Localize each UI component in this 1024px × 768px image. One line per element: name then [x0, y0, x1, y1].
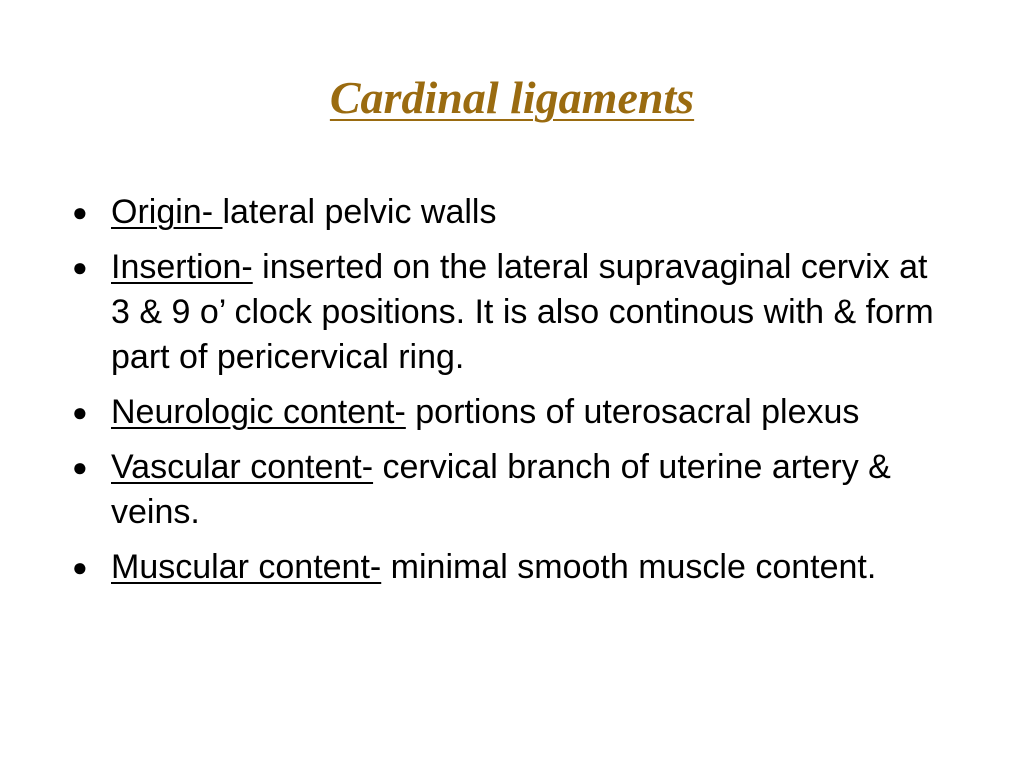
bullet-text: cervical branch of uterine artery & veins. [111, 448, 891, 531]
bullet-muscular-content [72, 545, 952, 590]
slide-title: Cardinal ligaments [329, 72, 695, 123]
bullet-vascular-content [72, 445, 952, 535]
bullet-icon: ● [72, 552, 88, 582]
bullet-text: portions of uterosacral plexus [405, 393, 860, 431]
bullet-term: Neurologic content- [111, 393, 406, 431]
bullet-term: Muscular content- [111, 548, 382, 586]
bullet-icon: ● [72, 252, 88, 282]
bullet-icon: ● [72, 197, 88, 227]
bullet-text: lateral pelvic walls [222, 193, 497, 231]
bullet-origin [72, 190, 952, 235]
bullet-neurologic-content [72, 390, 952, 435]
bullet-text: minimal smooth muscle content. [381, 548, 877, 586]
bullet-icon: ● [72, 452, 88, 482]
bullet-text: inserted on the lateral supravaginal cervix at 3 & 9 o’ clock positions. It is also continous with & form part of pericervical ring. [111, 248, 934, 376]
bullet-icon: ● [72, 397, 88, 427]
bullet-term: Insertion- [111, 248, 253, 286]
bullet-list [72, 190, 952, 600]
bullet-insertion [72, 245, 952, 380]
bullet-term: Vascular content- [111, 448, 374, 486]
bullet-term: Origin- [111, 193, 223, 231]
